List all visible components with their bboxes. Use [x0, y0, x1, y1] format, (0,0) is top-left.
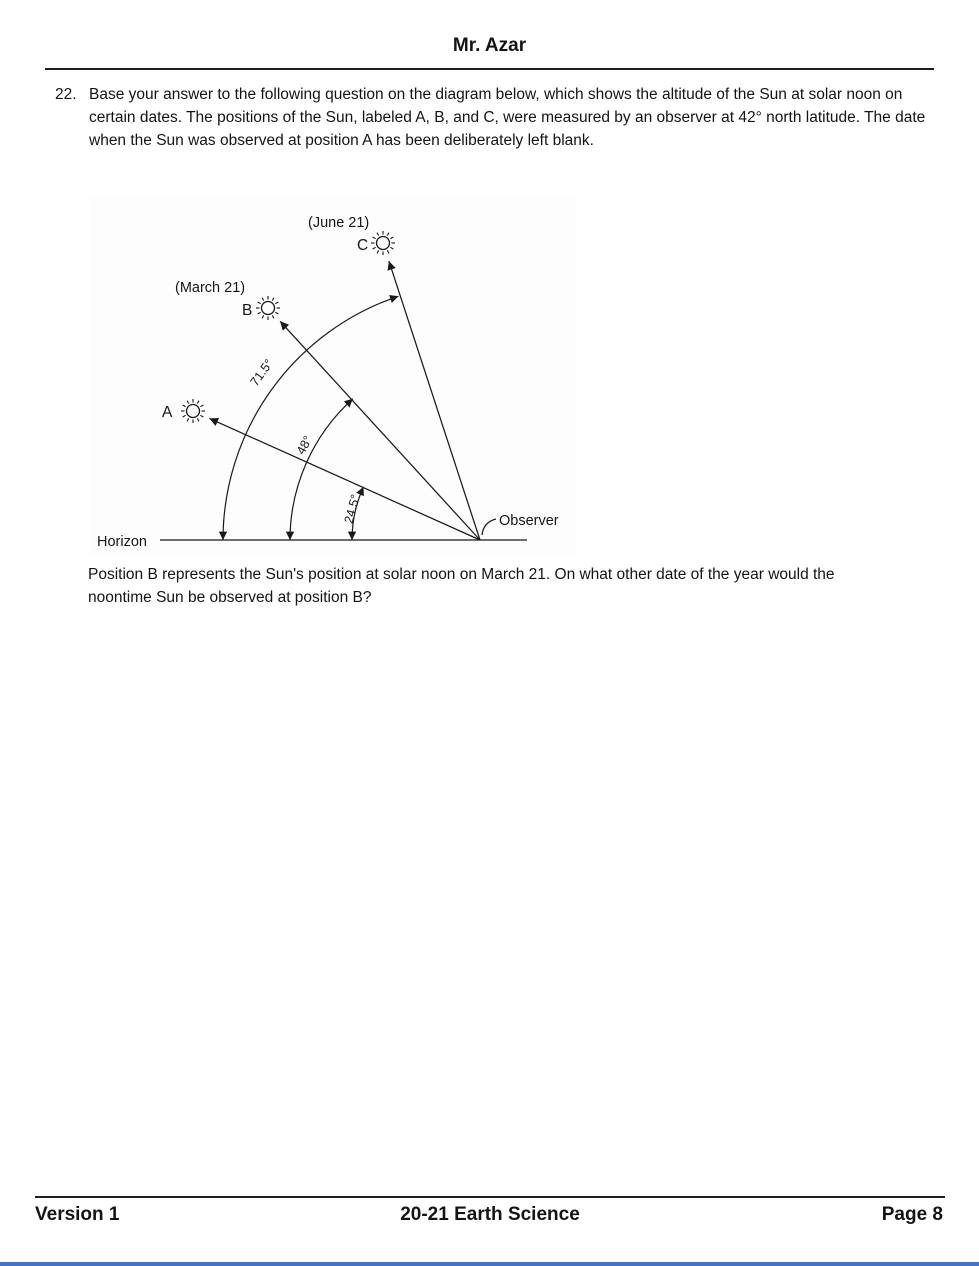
footer: [35, 1204, 945, 1234]
question-prompt: Position B represents the Sun's position at solar noon on March 21. On what other date of the year would the noontime Sun be observed at position B?: [88, 566, 835, 606]
observer-label: Observer: [499, 513, 559, 529]
sightline-sun-c: [389, 261, 480, 540]
sun-a-icon: [181, 399, 205, 423]
footer-page: Page 8: [881, 1204, 943, 1225]
sun-b-label: B: [242, 302, 253, 319]
footer-course: 20-21 Earth Science: [400, 1204, 580, 1225]
sun-b-icon: [256, 296, 280, 320]
sightline-sun-b: [280, 321, 480, 540]
page-title: Mr. Azar: [452, 35, 527, 56]
sun-c-label: C: [357, 237, 369, 254]
question-text: Base your answer to the following question on the diagram below, which shows the altitude of the Sun at solar noon on certain dates. The positions of the Sun, labeled A, B, and C, were measured by an observer at 42° north latitude. The date when the Sun was observed at position A has been deliberately left blank.: [89, 86, 926, 149]
arc-angle-71-5: [223, 296, 398, 540]
angle-label-71-5: 71.5°: [247, 356, 277, 389]
date-label-june21: (June 21): [308, 215, 370, 231]
question-block: [55, 84, 940, 152]
sun-c-icon: [371, 231, 395, 255]
sun-a-label: A: [162, 404, 173, 421]
bottom-edge-line: [0, 1262, 979, 1266]
angle-label-48: 48°: [293, 433, 316, 457]
question-number: 22.: [55, 86, 77, 103]
header-divider: [45, 68, 934, 70]
footer-divider: [35, 1196, 945, 1198]
angle-label-24-5: 24.5°: [341, 492, 363, 525]
sun-altitude-diagram: [90, 198, 576, 554]
date-label-march21: (March 21): [175, 280, 246, 296]
horizon-label: Horizon: [97, 534, 147, 550]
observer-pointer-squiggle: [482, 519, 496, 535]
footer-version: Version 1: [35, 1204, 120, 1225]
